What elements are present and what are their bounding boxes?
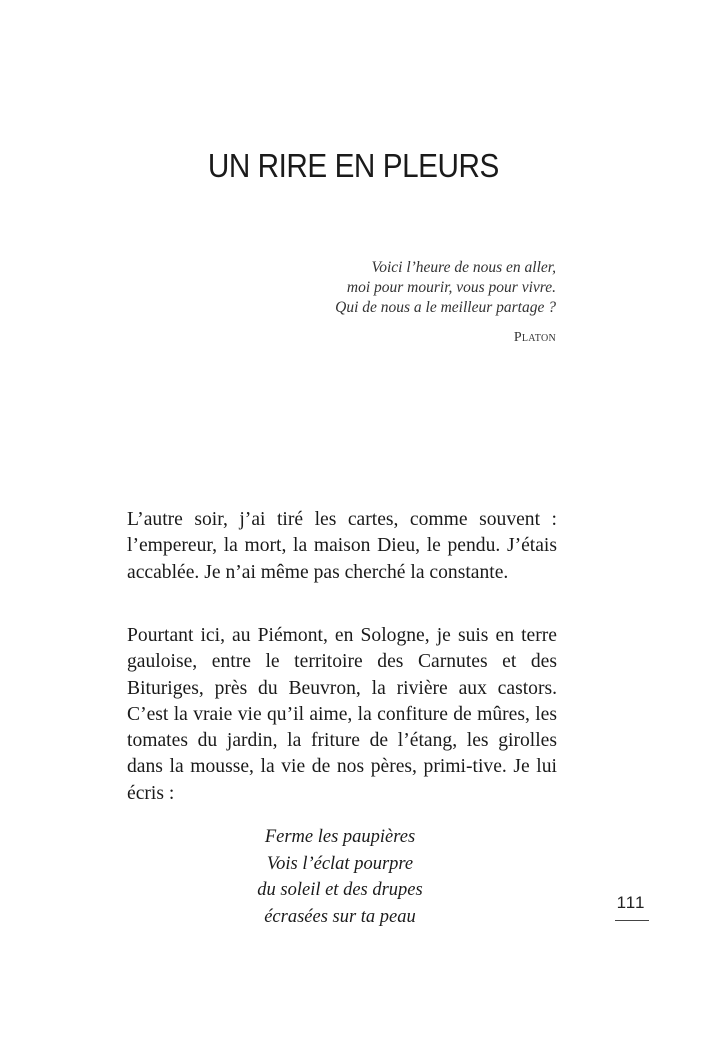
chapter-title: UN RIRE EN PLEURS — [207, 147, 499, 184]
poem-line: du soleil et des drupes — [257, 880, 423, 900]
poem-line: Ferme les paupières — [264, 827, 416, 847]
body-paragraph-2: Pourtant ici, au Piémont, en Sologne, je suis en terre gauloise, entre le territoire des Carnutes et des Bituriges, près du Beuvron, la rivière aux castors. C’est la vraie vie qu’il aime, la confiture de mûres, les tomates du jardin, la friture de l’étang, les girolles dans la mousse, la vie de nos pères, primi-tive. Je lui écris : — [127, 625, 557, 804]
poem-line: Vois l’éclat pourpre — [266, 853, 414, 874]
epigraph — [335, 258, 556, 318]
epigraph-line: Voici l’heure de nous en aller, — [371, 259, 556, 276]
poem-line: écrasées sur ta peau — [264, 906, 416, 927]
page-number: 111 — [616, 893, 646, 912]
epigraph-line: Qui de nous a le meilleur partage ? — [335, 299, 556, 316]
epigraph-line: moi pour mourir, vous pour vivre. — [346, 279, 556, 296]
epigraph-author: Platon — [513, 330, 556, 345]
poem — [200, 824, 480, 930]
body-paragraph-1: L’autre soir, j’ai tiré les cartes, comme souvent : l’empereur, la mort, la maison Dieu, le pendu. J’étais accablée. Je n’ai même pas cherché la constante. — [127, 509, 557, 583]
page-number-rule — [615, 920, 649, 921]
